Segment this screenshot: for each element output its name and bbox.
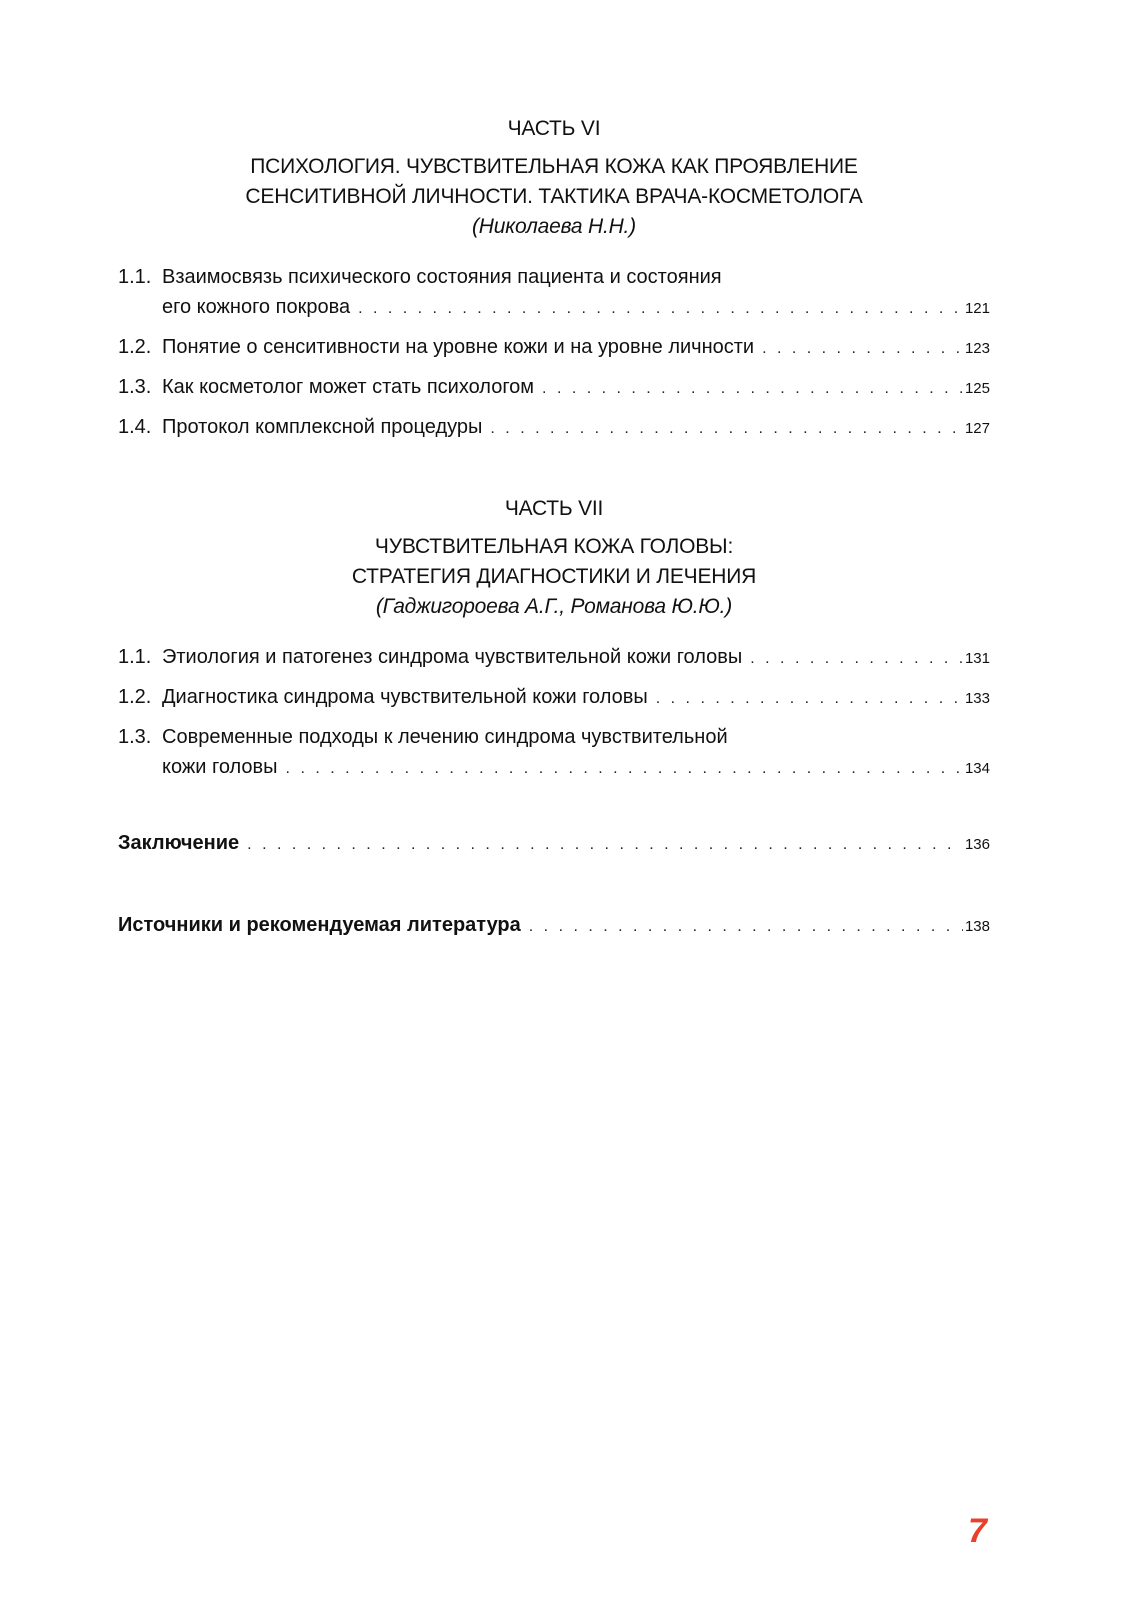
toc-entry-title: Протокол комплексной процедуры <box>162 416 483 438</box>
toc-entry-number: 1.4. <box>118 416 152 438</box>
toc-entry-page: 123 <box>964 340 990 357</box>
part-6-authors: (Николаева Н.Н.) <box>472 215 636 238</box>
leader-dots <box>750 644 963 674</box>
toc-entry-page: 133 <box>964 690 990 707</box>
leader-dots <box>286 754 963 784</box>
toc-entry-page: 136 <box>964 836 990 853</box>
leader-dots <box>762 334 963 364</box>
toc-entry[interactable] <box>118 682 990 714</box>
toc-entry-title: Взаимосвязь психического состояния пациента и состояния <box>162 266 722 288</box>
part-6-title-line1: ПСИХОЛОГИЯ. ЧУВСТВИТЕЛЬНАЯ КОЖА КАК ПРОЯВЛЕНИЕ <box>250 155 858 178</box>
toc-entry-conclusion[interactable] <box>118 828 990 860</box>
leader-dots <box>656 684 963 714</box>
toc-entry[interactable] <box>118 372 990 404</box>
toc-entry-title: Диагностика синдрома чувствительной кожи головы <box>162 686 648 708</box>
toc-entry[interactable] <box>118 722 990 784</box>
toc-entry-number: 1.1. <box>118 646 152 668</box>
part-6-section <box>118 114 990 452</box>
leader-dots <box>529 912 963 942</box>
leader-dots <box>247 830 963 860</box>
page-number: 7 <box>968 1512 987 1550</box>
toc-entry-title: Современные подходы к лечению синдрома чувствительной <box>162 726 728 748</box>
toc-entry-number: 1.2. <box>118 686 152 708</box>
toc-entry-title: Источники и рекомендуемая литература <box>118 914 521 936</box>
part-7-authors: (Гаджигороева А.Г., Романова Ю.Ю.) <box>375 595 733 618</box>
toc-entry-title: Понятие о сенситивности на уровне кожи и на уровне личности <box>162 336 755 358</box>
toc-entry-number: 1.3. <box>118 376 152 398</box>
toc-entry-title: Заключение <box>118 832 240 854</box>
toc-entry-title: Этиология и патогенез синдрома чувствительной кожи головы <box>162 646 743 668</box>
part-6-header <box>118 114 990 242</box>
part-6-toc <box>118 262 990 444</box>
toc-entry-sources[interactable] <box>118 910 990 942</box>
toc-entry-page: 121 <box>964 300 990 317</box>
toc-entry-number: 1.3. <box>118 726 152 748</box>
part-6-label: ЧАСТЬ VI <box>507 117 601 140</box>
toc-entry[interactable] <box>118 412 990 444</box>
toc-entry[interactable] <box>118 262 990 324</box>
leader-dots <box>490 414 963 444</box>
part-7-section <box>118 494 990 792</box>
leader-dots <box>358 294 963 324</box>
toc-entry-title: Как косметолог может стать психологом <box>162 376 535 398</box>
toc-entry-page: 125 <box>964 380 990 397</box>
toc-entry[interactable] <box>118 332 990 364</box>
leader-dots <box>542 374 963 404</box>
part-7-header <box>118 494 990 622</box>
toc-entry-number: 1.2. <box>118 336 152 358</box>
part-7-title-line1: ЧУВСТВИТЕЛЬНАЯ КОЖА ГОЛОВЫ: <box>374 535 734 558</box>
toc-entry-number: 1.1. <box>118 266 152 288</box>
toc-entry[interactable] <box>118 642 990 674</box>
toc-entry-title-cont: кожи головы <box>162 756 278 778</box>
toc-entry-page: 131 <box>964 650 990 667</box>
part-7-title-line2: СТРАТЕГИЯ ДИАГНОСТИКИ И ЛЕЧЕНИЯ <box>351 565 757 588</box>
part-7-label: ЧАСТЬ VII <box>504 497 604 520</box>
part-7-toc <box>118 642 990 784</box>
toc-entry-page: 138 <box>964 918 990 935</box>
toc-entry-title-cont: его кожного покрова <box>162 296 351 318</box>
toc-entry-page: 127 <box>964 420 990 437</box>
toc-entry-page: 134 <box>964 760 990 777</box>
part-6-title-line2: СЕНСИТИВНОЙ ЛИЧНОСТИ. ТАКТИКА ВРАЧА-КОСМЕТОЛОГА <box>245 185 863 208</box>
